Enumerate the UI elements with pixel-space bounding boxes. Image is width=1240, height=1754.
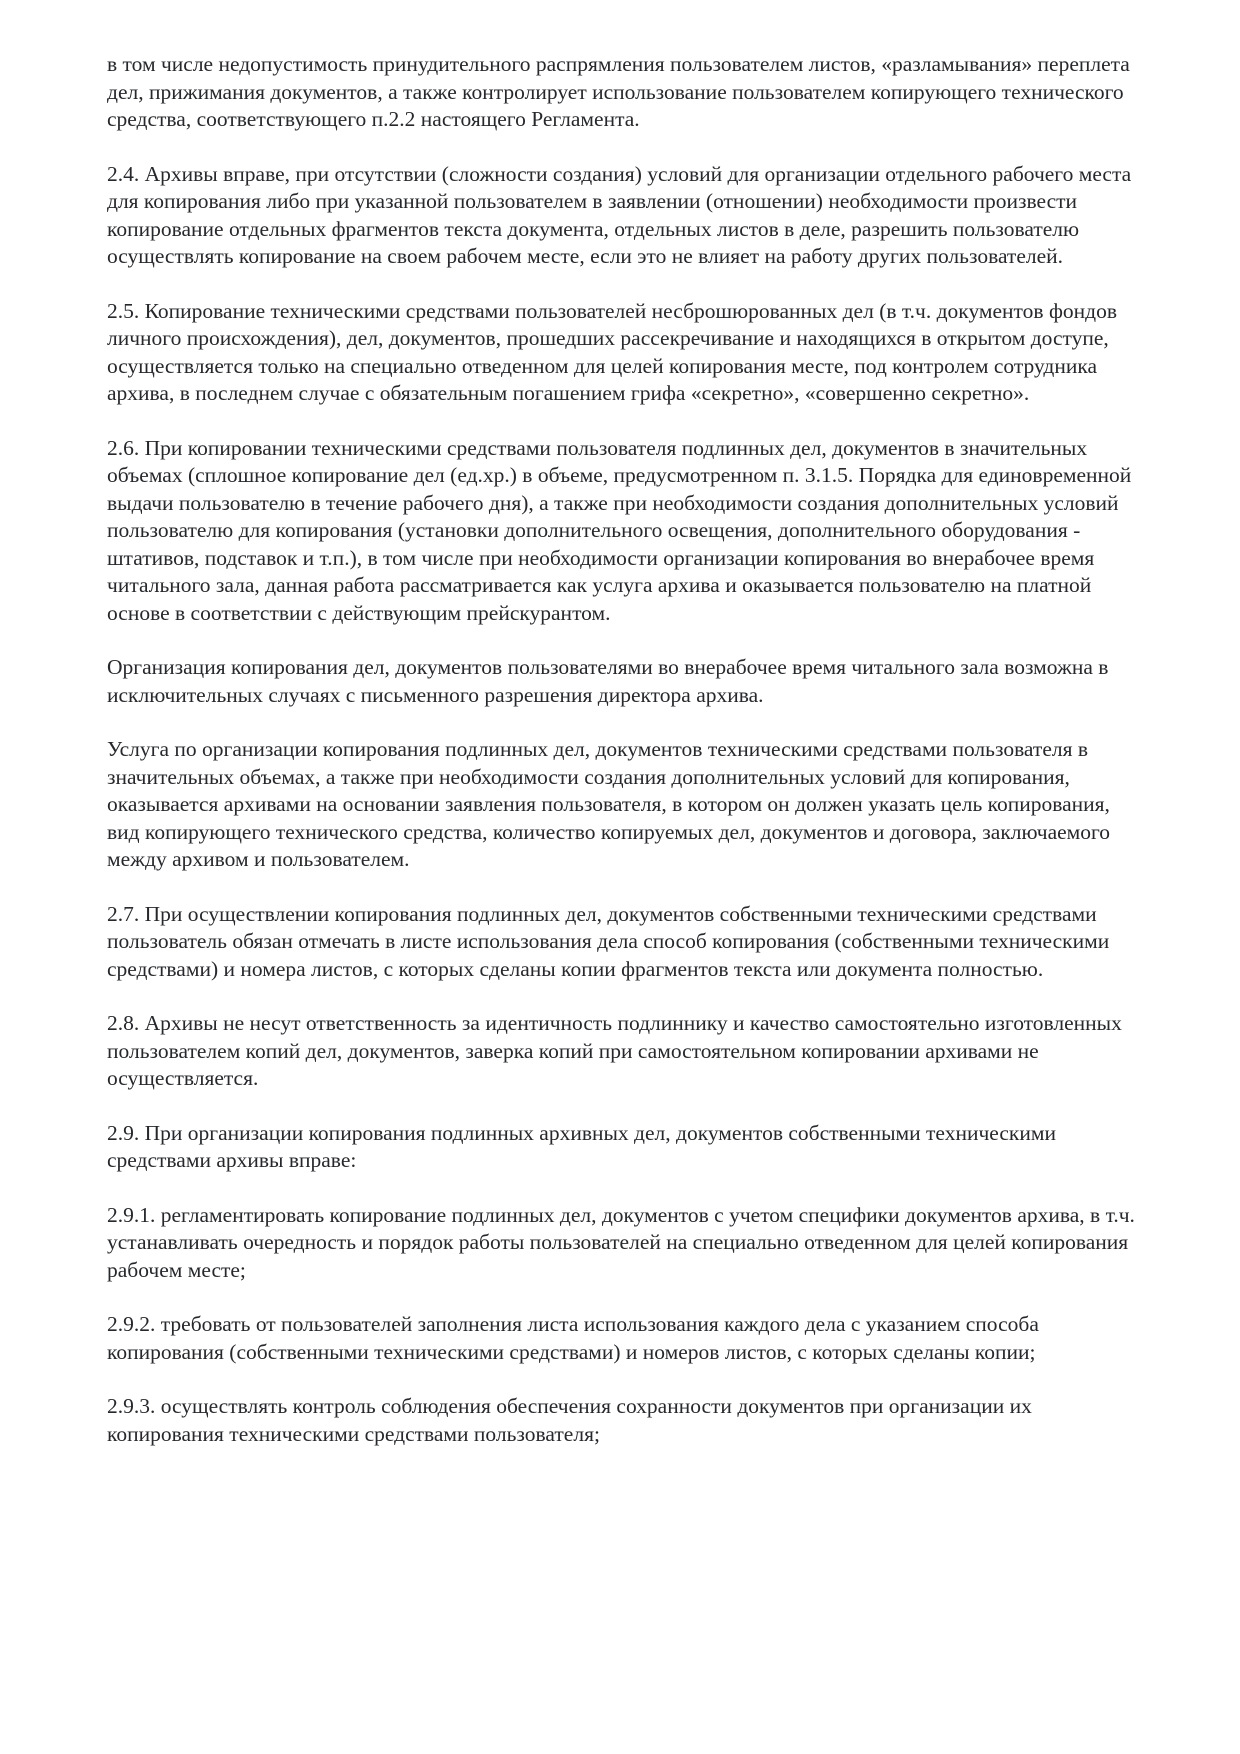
paragraph-clause-2-9: 2.9. При организации копирования подлинных архивных дел, документов собственными техническими средствами архивы вправе: xyxy=(107,1120,1056,1172)
paragraph-intro-continuation: в том числе недопустимость принудительного распрямления пользователем листов, «разламывания» переплета дел, прижимания документов, а также контролирует использование пользователем копирующего технического средства, соответствующего п.2.2 настоящего Регламента. xyxy=(107,52,1130,131)
paragraph-clause-2-9-2: 2.9.2. требовать от пользователей заполнения листа использования каждого дела с указанием способа копирования (собственными техническими средствами) и номеров листов, с которых сделаны копии; xyxy=(107,1312,1039,1364)
paragraph-clause-2-5: 2.5. Копирование техническими средствами пользователей несброшюрованных дел (в т.ч. документов фондов личного происхождения), дел, документов, прошедших рассекречивание и находящихся в открытом доступе, осуществляется только на специально отведенном для целей копирования месте, под контролем сотрудника архива, в последнем случае с обязательным погашением грифа «секретно», «совершенно секретно». xyxy=(107,298,1117,405)
paragraph-copy-service-terms: Услуга по организации копирования подлинных дел, документов техническими средствами пользователя в значительных объемах, а также при необходимости создания дополнительных условий для копирования, оказывается архивами на основании заявления пользователя, в котором он должен указать цель копирования, вид копирующего технического средства, количество копируемых дел, документов и договора, заключаемого между архивом и пользователем. xyxy=(107,737,1111,871)
paragraph-after-hours-permission: Организация копирования дел, документов пользователями во внерабочее время читального зала возможна в исключительных случаях с письменного разрешения директора архива. xyxy=(107,655,1109,707)
paragraph-clause-2-9-1: 2.9.1. регламентировать копирование подлинных дел, документов с учетом специфики документов архива, в т.ч. устанавливать очередность и порядок работы пользователей на специально отведенном для целей копирования рабочем месте; xyxy=(107,1202,1135,1282)
paragraph-clause-2-6: 2.6. При копировании техническими средствами пользователя подлинных дел, документов в значительных объемах (сплошное копирование дел (ед.хр.) в объеме, предусмотренном п. 3.1.5. Порядка для единовременной выдачи пользователю в течение рабочего дня), а также при необходимости создания дополнительных условий пользователю для копирования (установки дополнительного освещения, дополнительного оборудования - штативов, подставок и т.п.), в том числе при необходимости организации копирования во внерабочее время читального зала, данная работа рассматривается как услуга архива и оказывается пользователю на платной основе в соответствии с действующим прейскурантом. xyxy=(107,435,1132,625)
paragraph-clause-2-4: 2.4. Архивы вправе, при отсутствии (сложности создания) условий для организации отдельного рабочего места для копирования либо при указанной пользователем в заявлении (отношении) необходимости произвести копирование отдельных фрагментов текста документа, отдельных листов в деле, разрешить пользователю осуществлять копирование на своем рабочем месте, если это не влияет на работу других пользователей. xyxy=(107,161,1132,268)
paragraph-clause-2-7: 2.7. При осуществлении копирования подлинных дел, документов собственными техническими средствами пользователь обязан отмечать в листе использования дела способ копирования (собственными техническими средствами) и номера листов, с которых сделаны копии фрагментов текста или документа полностью. xyxy=(107,901,1110,981)
paragraph-clause-2-8: 2.8. Архивы не несут ответственность за идентичность подлиннику и качество самостоятельно изготовленных пользователем копий дел, документов, заверка копий при самостоятельном копировании архивами не осуществляется. xyxy=(107,1011,1122,1090)
paragraph-clause-2-9-3: 2.9.3. осуществлять контроль соблюдения обеспечения сохранности документов при организации их копирования техническими средствами пользователя; xyxy=(107,1394,1032,1446)
